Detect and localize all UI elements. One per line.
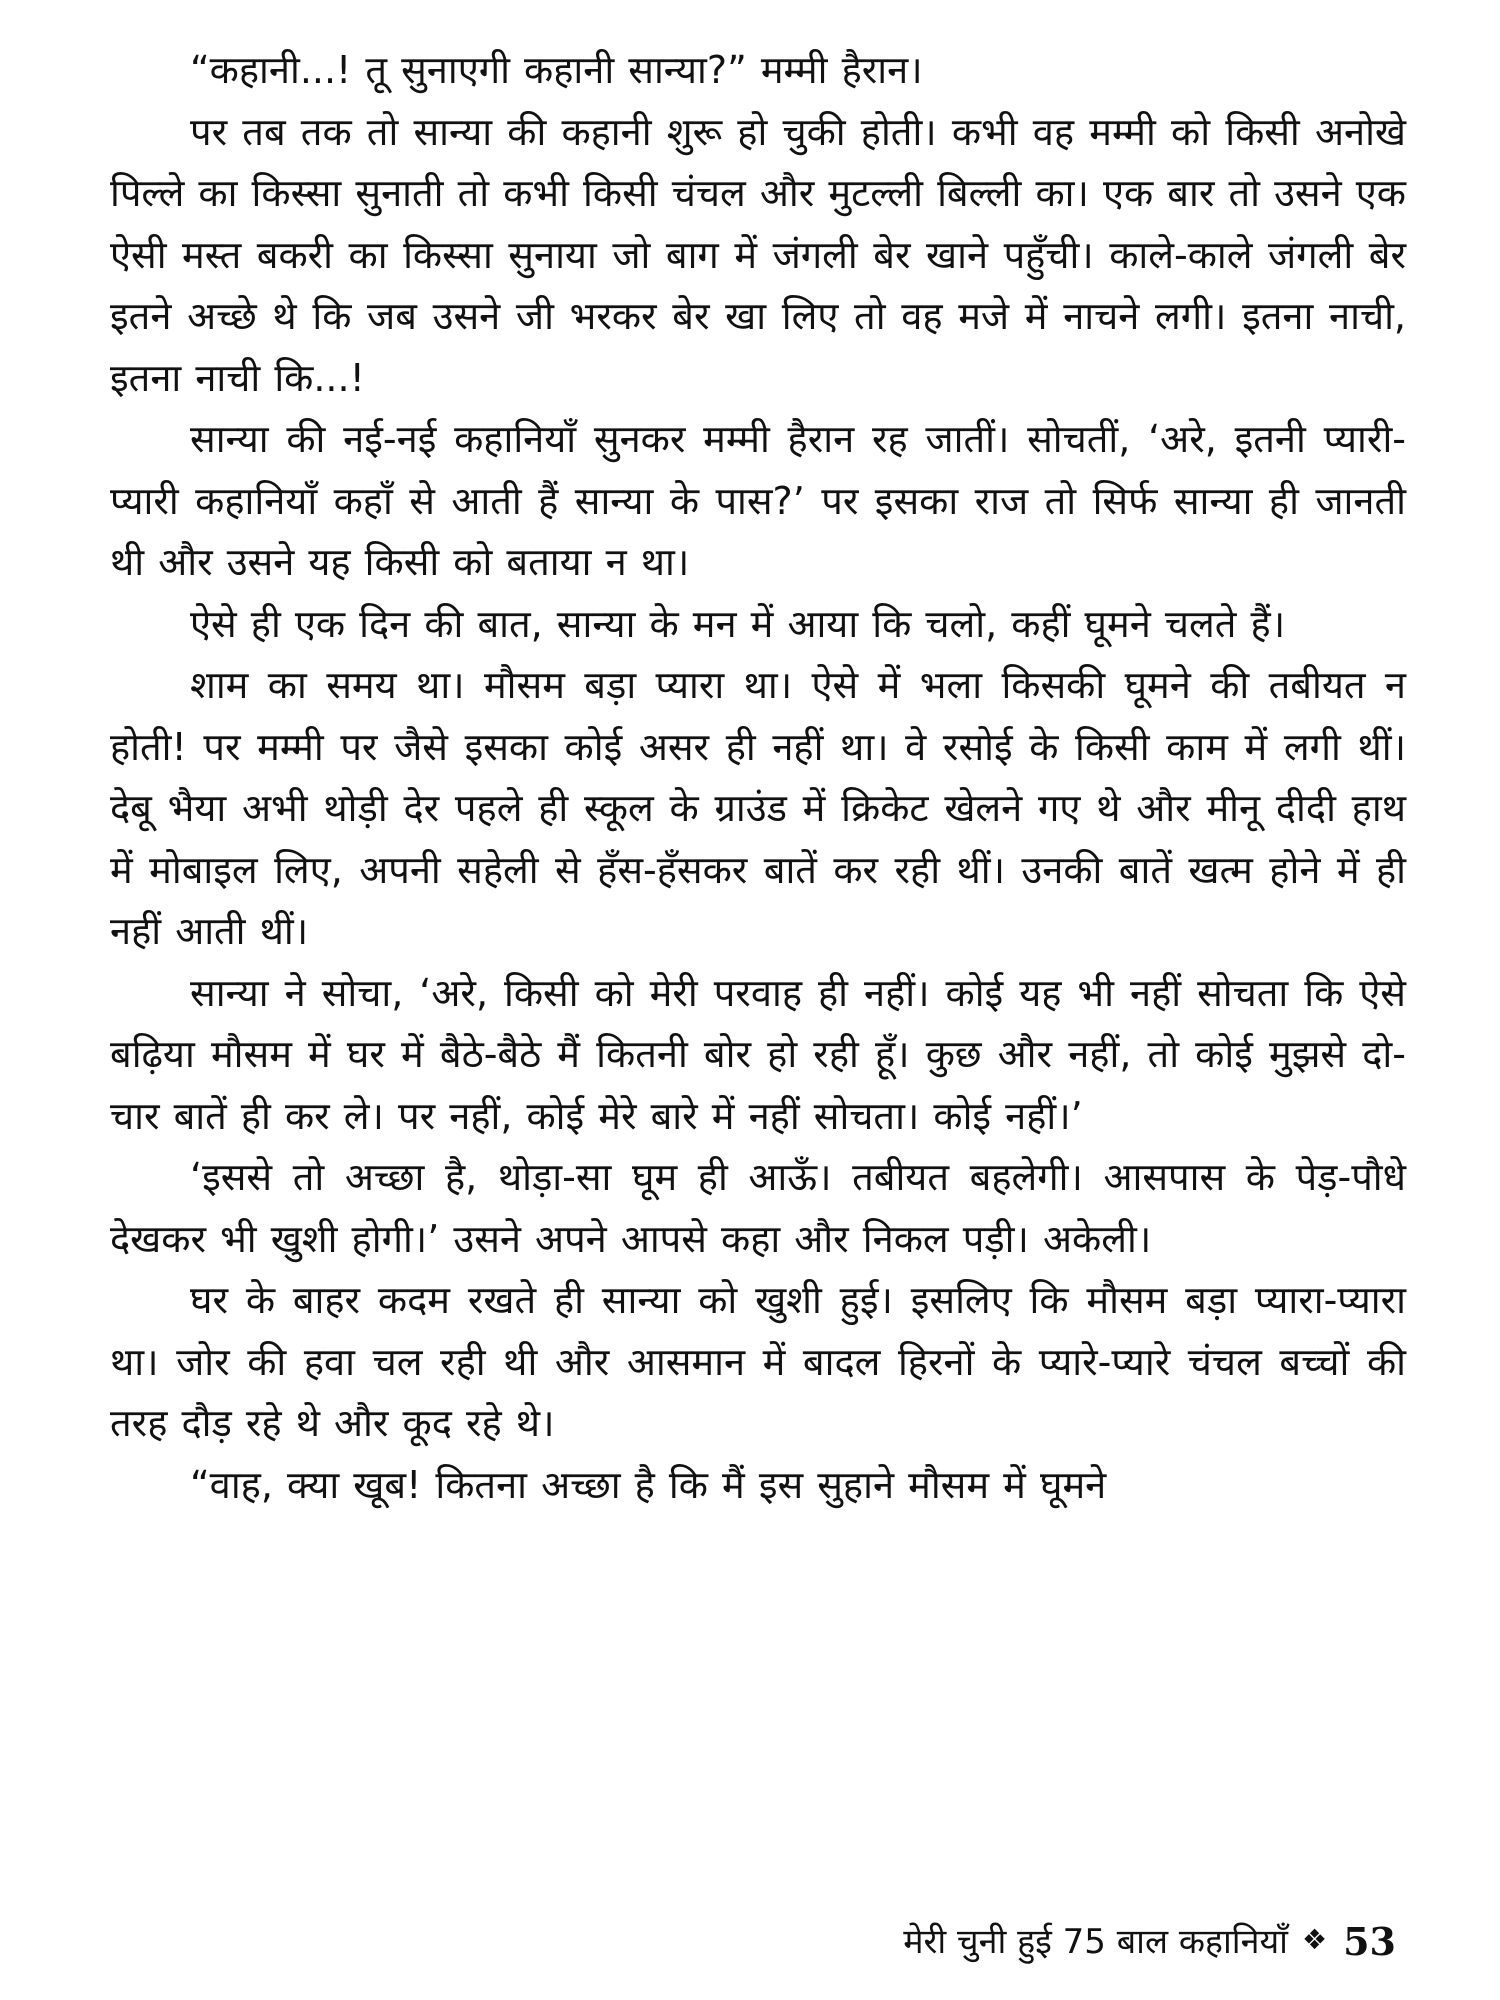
paragraph: सान्या की नई-नई कहानियाँ सुनकर मम्मी हैरान रह जातीं। सोचतीं, ‘अरे, इतनी प्यारी-प्यारी कहानियाँ कहाँ से आती हैं सान्या के पास?’ पर इसका राज तो सिर्फ सान्या ही जानती थी और उसने यह किसी को बताया न था। (110, 417, 1406, 584)
paragraph: “वाह, क्या खूब! कितना अच्छा है कि मैं इस सुहाने मौसम में घूमने (190, 1462, 1107, 1507)
paragraph: ‘इससे तो अच्छा है, थोड़ा-सा घूम ही आऊँ। तबीयत बहलेगी। आसपास के पेड़-पौधे देखकर भी खुशी होगी।’ उसने अपने आपसे कहा और निकल पड़ी। अकेली। (110, 1155, 1406, 1261)
paragraph: पर तब तक तो सान्या की कहानी शुरू हो चुकी होती। कभी वह मम्मी को किसी अनोखे पिल्ले का किस्सा सुनाती तो कभी किसी चंचल और मुटल्ली बिल्ली का। एक बार तो उसने एक ऐसी मस्त बकरी का किस्सा सुनाया जो बाग में जंगली बेर खाने पहुँची। काले-काले जंगली बेर इतने अच्छे थे कि जब उसने जी भरकर बेर खा लिए तो वह मजे में नाचने लगी। इतना नाची, इतना नाची कि...! (110, 109, 1406, 400)
page-number: 53 (1343, 1919, 1396, 1964)
book-title: मेरी चुनी हुई 75 बाल कहानियाँ (903, 1922, 1288, 1962)
paragraph: ऐसे ही एक दिन की बात, सान्या के मन में आया कि चलो, कहीं घूमने चलते हैं। (190, 601, 1286, 646)
paragraph: घर के बाहर कदम रखते ही सान्या को खुशी हुई। इसलिए कि मौसम बड़ा प्यारा-प्यारा था। जोर की हवा चल रही थी और आसमान में बादल हिरनों के प्यारे-प्यारे चंचल बच्चों की तरह दौड़ रहे थे और कूद रहे थे। (110, 1278, 1406, 1445)
page-footer (903, 1920, 1396, 1964)
paragraph: “कहानी...! तू सुनाएगी कहानी सान्या?” मम्मी हैरान। (190, 48, 923, 92)
ornament-icon: ❖ (1302, 1923, 1328, 1956)
paragraph: सान्या ने सोचा, ‘अरे, किसी को मेरी परवाह ही नहीं। कोई यह भी नहीं सोचता कि ऐसे बढ़िया मौसम में घर में बैठे-बैठे मैं कितनी बोर हो रही हूँ। कुछ और नहीं, तो कोई मुझसे दो-चार बातें ही कर ले। पर नहीं, कोई मेरे बारे में नहीं सोचता। कोई नहीं।’ (110, 970, 1406, 1138)
paragraph: शाम का समय था। मौसम बड़ा प्यारा था। ऐसे में भला किसकी घूमने की तबीयत न होती! पर मम्मी पर जैसे इसका कोई असर ही नहीं था। वे रसोई के किसी काम में लगी थीं। देबू भैया अभी थोड़ी देर पहले ही स्कूल के ग्राउंड में क्रिकेट खेलने गए थे और मीनू दीदी हाथ में मोबाइल लिए, अपनी सहेली से हँस-हँसकर बातें कर रही थीं। उनकी बातें खत्म होने में ही नहीं आती थीं। (110, 663, 1406, 953)
story-body (110, 40, 1406, 1516)
